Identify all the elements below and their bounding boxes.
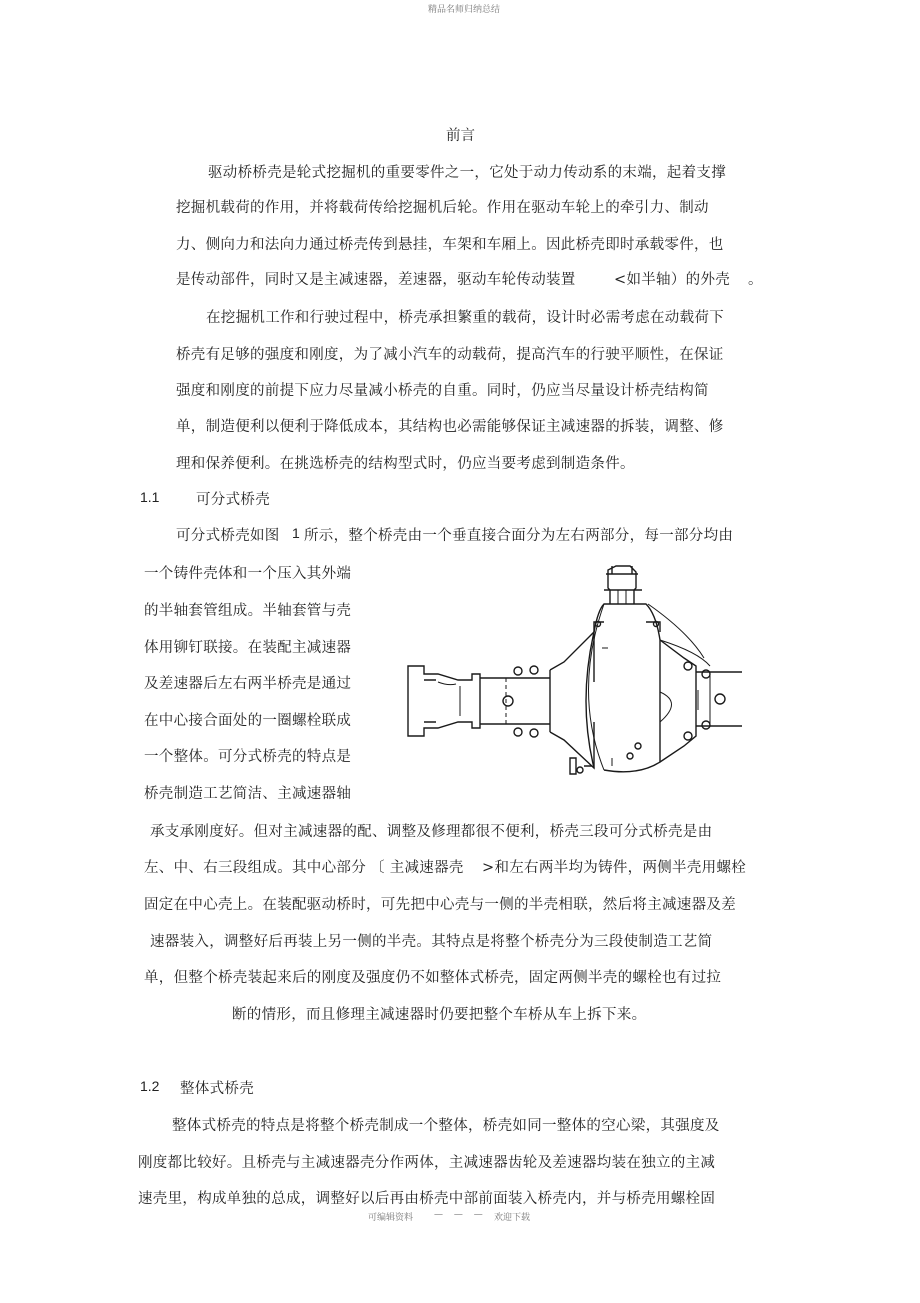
preface-p2-line-3: 强度和刚度的前提下应力尽量减小桥壳的自重。同时，仍应当尽量设计桥壳结构简 [176,383,709,399]
wrap-line-4: 及差速器后左右两半桥壳是通过 [144,676,352,692]
after-line-3: 固定在中心壳上。在装配驱动桥时，可先把中心壳与一侧的半壳相联，然后将主减速器及差 [144,897,736,913]
preface-p1-line-4a: 是传动部件，同时又是主减速器，差速器，驱动车轮传动装置 [176,272,576,288]
section-1-2-line-2: 刚度都比较好。且桥壳与主减速器壳分作两体，主减速器齿轮及差速器均装在独立的主减 [138,1155,716,1171]
section-1-1-intro-a: 可分式桥壳如图 [176,528,280,544]
preface-p1-line-4c: 。 [748,272,763,288]
wrap-line-1: 一个铸件壳体和一个压入其外端 [144,566,352,582]
section-1-2-number: 1.2 [140,1078,160,1094]
after-line-2c: >和左右两半均为铸件，两侧半壳用螺栓 [482,860,747,876]
right-axle-tube [696,672,742,726]
preface-p1-line-3: 力、侧向力和法向力通过桥壳传到悬挂，车架和车厢上。因此桥壳即时承载零件，也 [176,237,724,253]
section-1-2-heading: 整体式桥壳 [180,1081,254,1097]
left-axle-tube [480,678,550,724]
axle-housing-figure [398,562,742,780]
after-line-5: 单，但整个桥壳装起来后的刚度及强度仍不如整体式桥壳，固定两侧半壳的螺栓也有过拉 [144,970,722,986]
after-line-6: 断的情形，而且修理主减速器时仍要把整个车桥从车上拆下来。 [232,1007,647,1023]
wrap-line-2: 的半轴套管组成。半轴套管与壳 [144,603,352,619]
footer-right: 欢迎下载 [494,1213,531,1223]
footer-dashes: — — — [434,1210,487,1220]
section-1-1-heading: 可分式桥壳 [196,492,270,508]
preface-p1-line-1: 驱动桥桥壳是轮式挖掘机的重要零件之一，它处于动力传动系的末端，起着支撑 [208,165,726,181]
left-flange [408,666,480,736]
after-line-2b: 〔 主减速器壳 [370,860,464,876]
page-title: 前言 [446,128,475,144]
left-housing [550,632,594,768]
page-header: 精品名师归纳总结 [428,5,501,15]
wrap-line-6: 一个整体。可分式桥壳的特点是 [144,749,352,765]
preface-p2-line-5: 理和保养便利。在挑选桥壳的结构型式时，仍应当要考虑到制造条件。 [176,456,635,472]
section-1-2-line-1: 整体式桥壳的特点是将整个桥壳制成一个整体，桥壳如同一整体的空心梁，其强度及 [172,1118,720,1134]
preface-p2-line-2: 桥壳有足够的强度和刚度，为了减小汽车的动载荷，提高汽车的行驶平顺性，在保证 [176,347,724,363]
section-1-1-intro-c: 所示，整个桥壳由一个垂直接合面分为左右两部分，每一部分均由 [304,528,734,544]
central-bulb [594,604,660,772]
section-1-1-intro-figref: 1 [292,525,300,541]
wrap-line-5: 在中心接合面处的一圈螺栓联成 [144,713,352,729]
wrap-line-3: 体用铆钉联接。在装配主减速器 [144,640,352,656]
after-line-2a: 左、中、右三段组成。其中心部分 [144,860,366,876]
right-housing [660,640,696,762]
preface-p2-line-4: 单，制造便利以便利于降低成本，其结构也必需能够保证主减速器的拆装，调整、修 [176,419,724,435]
section-1-1-number: 1.1 [140,489,160,505]
preface-p2-line-1: 在挖掘机工作和行驶过程中，桥壳承担繁重的载荷，设计时必需考虑在动载荷下 [206,310,724,326]
preface-p1-line-4b: <如半轴）的外壳 [614,272,731,288]
footer-left: 可编辑资料 [368,1213,414,1223]
after-line-4: 速器装入，调整好后再装上另一侧的半壳。其特点是将整个桥壳分为三段使制造工艺简 [150,934,713,950]
preface-p1-line-2: 挖掘机载荷的作用，并将载荷传给挖掘机后轮。作用在驱动车轮上的牵引力、制动 [176,200,709,216]
wrap-line-7: 桥壳制造工艺简洁、主减速器轴 [144,786,352,802]
after-line-1: 承支承刚度好。但对主减速器的配、调整及修理都很不便利，桥壳三段可分式桥壳是由 [150,824,713,840]
section-1-2-line-3: 速壳里，构成单独的总成，调整好以后再由桥壳中部前面装入桥壳内，并与桥壳用螺栓固 [138,1191,716,1207]
